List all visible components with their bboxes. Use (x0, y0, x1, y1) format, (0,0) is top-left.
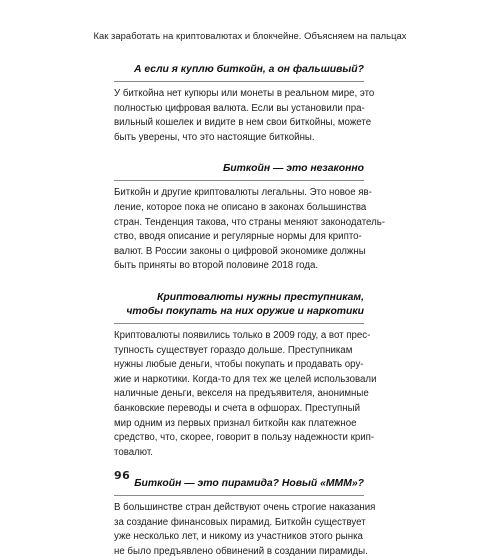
body-line: жие и наркотики. Когда-то для тех же целей использовали (114, 373, 377, 385)
section-heading (114, 162, 364, 176)
section-body (114, 501, 376, 559)
body-line: валют. В России законы о цифровой экономике должны (114, 245, 366, 257)
body-line: полностью цифровая валюта. Если вы установили пра- (114, 102, 365, 114)
body-line: В большинстве стран действуют очень строгие наказания (114, 502, 376, 514)
section-spacer (114, 460, 364, 477)
page-number: 96 (114, 469, 131, 482)
body-line: Криптовалюты появились только в 2009 году, а вот прес- (114, 329, 371, 341)
body-line: вильный кошелек и видите в нем свои биткойны, можете (114, 117, 372, 129)
section-heading (114, 63, 364, 77)
body-line: наличные деньги, векселя на предъявителя, анонимные (114, 388, 369, 400)
body-line: не было предъявлено обвинений в создании пирамиды. (114, 546, 368, 558)
section-spacer (114, 145, 364, 162)
section-heading-line: Биткойн — это незаконно (222, 163, 364, 175)
section-rule (114, 180, 364, 181)
section-body (114, 87, 375, 145)
body-line: стран. Тенденция такова, что страны меняют законодатель- (114, 216, 386, 228)
section-body (114, 186, 386, 274)
running-head: Как заработать на криптовалютах и блокчейне. Объясняем на пальцах (93, 30, 407, 41)
section-rule (114, 495, 364, 496)
section (114, 477, 376, 559)
section-heading-line: Биткойн — это пирамида? Новый «МММ»? (134, 478, 364, 490)
body-line: товалют. (114, 446, 153, 458)
section-body (114, 329, 377, 460)
body-line: средство, что, скорее, говорит в пользу надежности крип- (114, 432, 375, 444)
section-heading-line: Криптовалюты нужны преступникам, (157, 291, 364, 303)
section (114, 291, 377, 477)
section-heading (114, 477, 364, 491)
body-line: за создание финансовых пирамид. Биткойн существует (114, 516, 366, 528)
section-heading (114, 291, 364, 319)
body-line: У биткойна нет купюры или монеты в реальном мире, это (114, 88, 375, 99)
section-heading-line: чтобы покупать на них оружие и наркотики (126, 305, 364, 317)
section-rule (114, 81, 364, 82)
section-spacer (114, 274, 364, 291)
body-line: уже несколько лет, и никому из участников этого рынка (114, 531, 363, 543)
body-line: мир одним из первых признал биткойн как платежное (114, 417, 357, 429)
section-rule (114, 323, 364, 324)
section-heading-line: А если я куплю биткойн, а он фальшивый? (134, 64, 364, 75)
text-column (114, 63, 386, 560)
body-line: ство, вводя описание и регулярные нормы для крипто- (114, 231, 362, 243)
body-line: ление, которое пока не описано в законах большинства (114, 201, 367, 213)
body-line: быть уверены, что это настоящие биткойны. (114, 131, 315, 143)
body-line: банковские переводы и счета в офшорах. Преступный (114, 402, 360, 414)
body-line: Биткойн и другие криптовалюты легальны. Это новое яв- (114, 187, 372, 199)
body-line: быть приняты во второй половине 2018 года. (114, 260, 319, 272)
body-line: нужны любые деньги, чтобы покупать и продавать ору- (114, 359, 364, 371)
section (114, 63, 375, 162)
section (114, 162, 386, 291)
body-line: тупность существует гораздо дольше. Преступникам (114, 344, 353, 356)
